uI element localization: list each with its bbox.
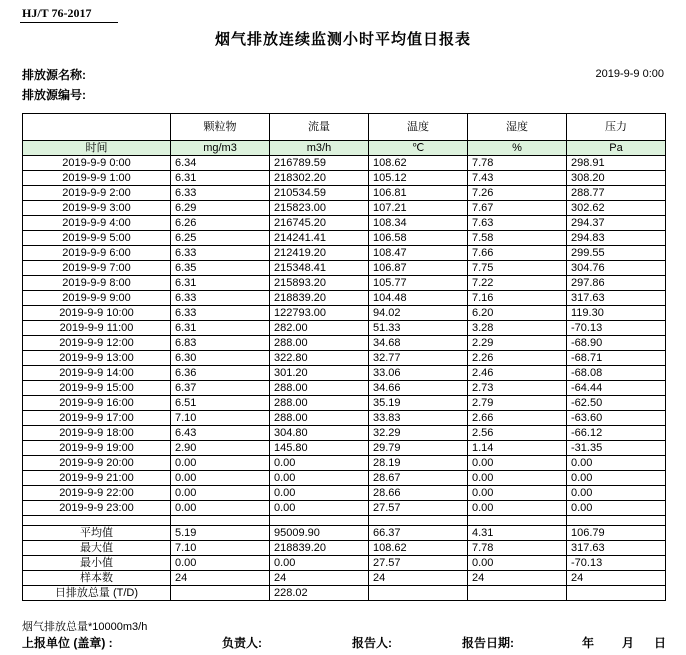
table-row [23,231,666,246]
row-value: 0.00 [567,456,666,471]
row-value: 317.63 [567,291,666,306]
row-value: 7.26 [468,186,567,201]
row-value: 7.58 [468,231,567,246]
row-value: 0.00 [468,486,567,501]
row-value: 0.00 [567,486,666,501]
row-value: 2.29 [468,336,567,351]
row-value: 3.28 [468,321,567,336]
row-value: 2.46 [468,366,567,381]
row-time: 2019-9-9 6:00 [23,246,171,261]
row-value: 0.00 [270,471,369,486]
row-value: 7.66 [468,246,567,261]
row-time: 2019-9-9 23:00 [23,501,171,516]
responsible-label: 负责人: [222,636,262,650]
row-value: 6.31 [171,321,270,336]
daily-total-blank-1 [171,586,270,601]
row-time: 2019-9-9 4:00 [23,216,171,231]
row-value: 298.91 [567,156,666,171]
row-value: 32.29 [369,426,468,441]
row-value: 6.34 [171,156,270,171]
row-value: 7.10 [171,411,270,426]
row-time: 2019-9-9 22:00 [23,486,171,501]
row-value: 7.43 [468,171,567,186]
row-time: 2019-9-9 21:00 [23,471,171,486]
row-time: 2019-9-9 7:00 [23,261,171,276]
stat-value: 7.78 [468,541,567,556]
row-value: 294.37 [567,216,666,231]
row-value: 215893.20 [270,276,369,291]
table-row [23,261,666,276]
row-value: 288.00 [270,381,369,396]
row-value: 294.83 [567,231,666,246]
footer-total-note: 烟气排放总量*10000m3/h [22,621,148,633]
table-row [23,321,666,336]
row-value: 288.77 [567,186,666,201]
report-date-stamp: 2019-9-9 0:00 [595,68,664,80]
row-value: 1.14 [468,441,567,456]
row-value: 299.55 [567,246,666,261]
stat-row [23,526,666,541]
row-value: 0.00 [270,486,369,501]
stat-value: 108.62 [369,541,468,556]
row-value: 0.00 [171,456,270,471]
time-column-header: 时间 [23,141,171,156]
table-row [23,456,666,471]
table-row [23,276,666,291]
row-value: 210534.59 [270,186,369,201]
row-time: 2019-9-9 18:00 [23,426,171,441]
row-value: 218839.20 [270,291,369,306]
row-value: 28.67 [369,471,468,486]
row-value: 33.06 [369,366,468,381]
stat-value: 4.31 [468,526,567,541]
row-value: -68.90 [567,336,666,351]
column-header-2: 温度 [369,114,468,141]
stat-value: 24 [270,571,369,586]
table-spacer-row [23,516,666,526]
row-value: 7.67 [468,201,567,216]
row-time: 2019-9-9 1:00 [23,171,171,186]
stat-label: 最小值 [23,556,171,571]
column-unit-3: % [468,141,567,156]
row-value: 216745.20 [270,216,369,231]
column-header-4: 压力 [567,114,666,141]
stat-value: -70.13 [567,556,666,571]
row-value: 302.62 [567,201,666,216]
row-value: 215348.41 [270,261,369,276]
row-value: 2.73 [468,381,567,396]
row-value: 28.66 [369,486,468,501]
row-value: 2.66 [468,411,567,426]
row-value: 6.36 [171,366,270,381]
row-value: 28.19 [369,456,468,471]
spacer-cell [369,516,468,526]
row-value: 288.00 [270,411,369,426]
stat-label: 平均值 [23,526,171,541]
row-value: 0.00 [468,456,567,471]
table-row [23,501,666,516]
header-blank-cell [23,114,171,141]
row-value: 27.57 [369,501,468,516]
row-value: 0.00 [270,501,369,516]
table-row [23,186,666,201]
row-value: 0.00 [468,501,567,516]
table-row [23,366,666,381]
row-value: 0.00 [567,471,666,486]
row-value: 145.80 [270,441,369,456]
report-unit-label: 上报单位 (盖章) : [22,636,113,650]
row-value: 2.26 [468,351,567,366]
row-value: -62.50 [567,396,666,411]
stat-value: 0.00 [171,556,270,571]
row-value: 288.00 [270,336,369,351]
spacer-cell [567,516,666,526]
column-header-0: 颗粒物 [171,114,270,141]
row-value: 6.33 [171,186,270,201]
row-value: 6.25 [171,231,270,246]
table-row [23,216,666,231]
stat-value: 218839.20 [270,541,369,556]
row-value: 32.77 [369,351,468,366]
stat-value: 24 [171,571,270,586]
row-value: 108.62 [369,156,468,171]
row-value: 304.80 [270,426,369,441]
row-value: 6.31 [171,171,270,186]
column-header-3: 湿度 [468,114,567,141]
stat-value: 95009.90 [270,526,369,541]
row-value: 0.00 [171,501,270,516]
row-value: -64.44 [567,381,666,396]
row-time: 2019-9-9 19:00 [23,441,171,456]
row-value: 6.51 [171,396,270,411]
row-value: 33.83 [369,411,468,426]
table-row [23,486,666,501]
row-value: 7.22 [468,276,567,291]
year-label: 年 [582,636,595,650]
table-row [23,171,666,186]
row-value: 6.33 [171,246,270,261]
table-row [23,441,666,456]
row-value: 304.76 [567,261,666,276]
row-value: 105.77 [369,276,468,291]
table-row [23,351,666,366]
daily-total-blank-4 [567,586,666,601]
source-name-label: 排放源名称: [22,68,86,82]
row-value: 301.20 [270,366,369,381]
row-value: 308.20 [567,171,666,186]
stat-value: 24 [369,571,468,586]
stat-value: 24 [567,571,666,586]
table-row [23,411,666,426]
row-time: 2019-9-9 3:00 [23,201,171,216]
column-unit-2: ℃ [369,141,468,156]
row-value: 0.00 [567,501,666,516]
row-value: 6.37 [171,381,270,396]
row-value: 0.00 [270,456,369,471]
row-value: 108.34 [369,216,468,231]
row-value: 7.75 [468,261,567,276]
row-value: -63.60 [567,411,666,426]
stat-row [23,571,666,586]
daily-total-blank-2 [369,586,468,601]
row-value: 34.66 [369,381,468,396]
stat-value: 24 [468,571,567,586]
spacer-cell [23,516,171,526]
stat-value: 5.19 [171,526,270,541]
daily-total-row [23,586,666,601]
stat-label: 最大值 [23,541,171,556]
row-time: 2019-9-9 13:00 [23,351,171,366]
row-time: 2019-9-9 11:00 [23,321,171,336]
row-value: 297.86 [567,276,666,291]
column-unit-1: m3/h [270,141,369,156]
table-row [23,291,666,306]
month-label: 月 [622,636,635,650]
page-title: 烟气排放连续监测小时平均值日报表 [214,31,471,48]
table-row [23,426,666,441]
row-value: 215823.00 [270,201,369,216]
row-time: 2019-9-9 2:00 [23,186,171,201]
table-row [23,156,666,171]
row-value: 6.29 [171,201,270,216]
row-time: 2019-9-9 8:00 [23,276,171,291]
column-unit-4: Pa [567,141,666,156]
table-row [23,246,666,261]
table-row [23,306,666,321]
row-value: 6.33 [171,291,270,306]
row-value: -70.13 [567,321,666,336]
row-value: 6.83 [171,336,270,351]
stat-value: 66.37 [369,526,468,541]
row-time: 2019-9-9 17:00 [23,411,171,426]
row-value: 108.47 [369,246,468,261]
row-time: 2019-9-9 0:00 [23,156,171,171]
row-value: 7.78 [468,156,567,171]
table-row [23,396,666,411]
row-value: 214241.41 [270,231,369,246]
row-value: 34.68 [369,336,468,351]
row-value: 6.26 [171,216,270,231]
daily-total-blank-3 [468,586,567,601]
source-code-label: 排放源编号: [22,88,86,102]
row-value: 0.00 [468,471,567,486]
row-time: 2019-9-9 20:00 [23,456,171,471]
standard-code-underline [20,22,118,23]
column-unit-0: mg/m3 [171,141,270,156]
row-value: 2.56 [468,426,567,441]
stat-value: 317.63 [567,541,666,556]
row-value: 122793.00 [270,306,369,321]
report-date-label: 报告日期: [462,636,514,650]
row-value: 6.31 [171,276,270,291]
row-value: 7.16 [468,291,567,306]
spacer-cell [171,516,270,526]
row-value: 6.33 [171,306,270,321]
row-value: 216789.59 [270,156,369,171]
row-value: 119.30 [567,306,666,321]
spacer-cell [270,516,369,526]
row-value: 35.19 [369,396,468,411]
stat-value: 106.79 [567,526,666,541]
row-value: 6.43 [171,426,270,441]
row-value: 6.20 [468,306,567,321]
reporter-label: 报告人: [352,636,392,650]
row-value: 106.58 [369,231,468,246]
row-value: 0.00 [171,486,270,501]
table-header-row [23,114,666,141]
row-value: 288.00 [270,396,369,411]
row-value: 2.79 [468,396,567,411]
row-value: -68.08 [567,366,666,381]
row-value: 6.35 [171,261,270,276]
row-value: 322.80 [270,351,369,366]
table-row [23,336,666,351]
hourly-average-table [22,113,666,601]
stat-value: 7.10 [171,541,270,556]
stat-value: 27.57 [369,556,468,571]
row-value: 106.87 [369,261,468,276]
row-value: 218302.20 [270,171,369,186]
table-row [23,471,666,486]
stat-label: 样本数 [23,571,171,586]
table-unit-row [23,141,666,156]
row-value: 2.90 [171,441,270,456]
row-value: -68.71 [567,351,666,366]
column-header-1: 流量 [270,114,369,141]
row-value: 6.30 [171,351,270,366]
row-value: 0.00 [171,471,270,486]
row-time: 2019-9-9 15:00 [23,381,171,396]
row-value: 7.63 [468,216,567,231]
day-label: 日 [654,636,667,650]
stat-value: 0.00 [270,556,369,571]
daily-total-label: 日排放总量 (T/D) [23,586,171,601]
table-row [23,201,666,216]
spacer-cell [468,516,567,526]
row-value: 282.00 [270,321,369,336]
stat-row [23,556,666,571]
row-value: -31.35 [567,441,666,456]
row-value: 51.33 [369,321,468,336]
row-time: 2019-9-9 14:00 [23,366,171,381]
stat-row [23,541,666,556]
row-value: 29.79 [369,441,468,456]
row-time: 2019-9-9 10:00 [23,306,171,321]
stat-value: 0.00 [468,556,567,571]
row-time: 2019-9-9 12:00 [23,336,171,351]
table-row [23,381,666,396]
row-value: 104.48 [369,291,468,306]
row-value: 105.12 [369,171,468,186]
row-time: 2019-9-9 9:00 [23,291,171,306]
row-value: 106.81 [369,186,468,201]
daily-total-value: 228.02 [270,586,369,601]
row-time: 2019-9-9 5:00 [23,231,171,246]
row-value: 212419.20 [270,246,369,261]
standard-code: HJ/T 76-2017 [22,6,92,20]
row-value: 107.21 [369,201,468,216]
row-value: 94.02 [369,306,468,321]
row-value: -66.12 [567,426,666,441]
row-time: 2019-9-9 16:00 [23,396,171,411]
